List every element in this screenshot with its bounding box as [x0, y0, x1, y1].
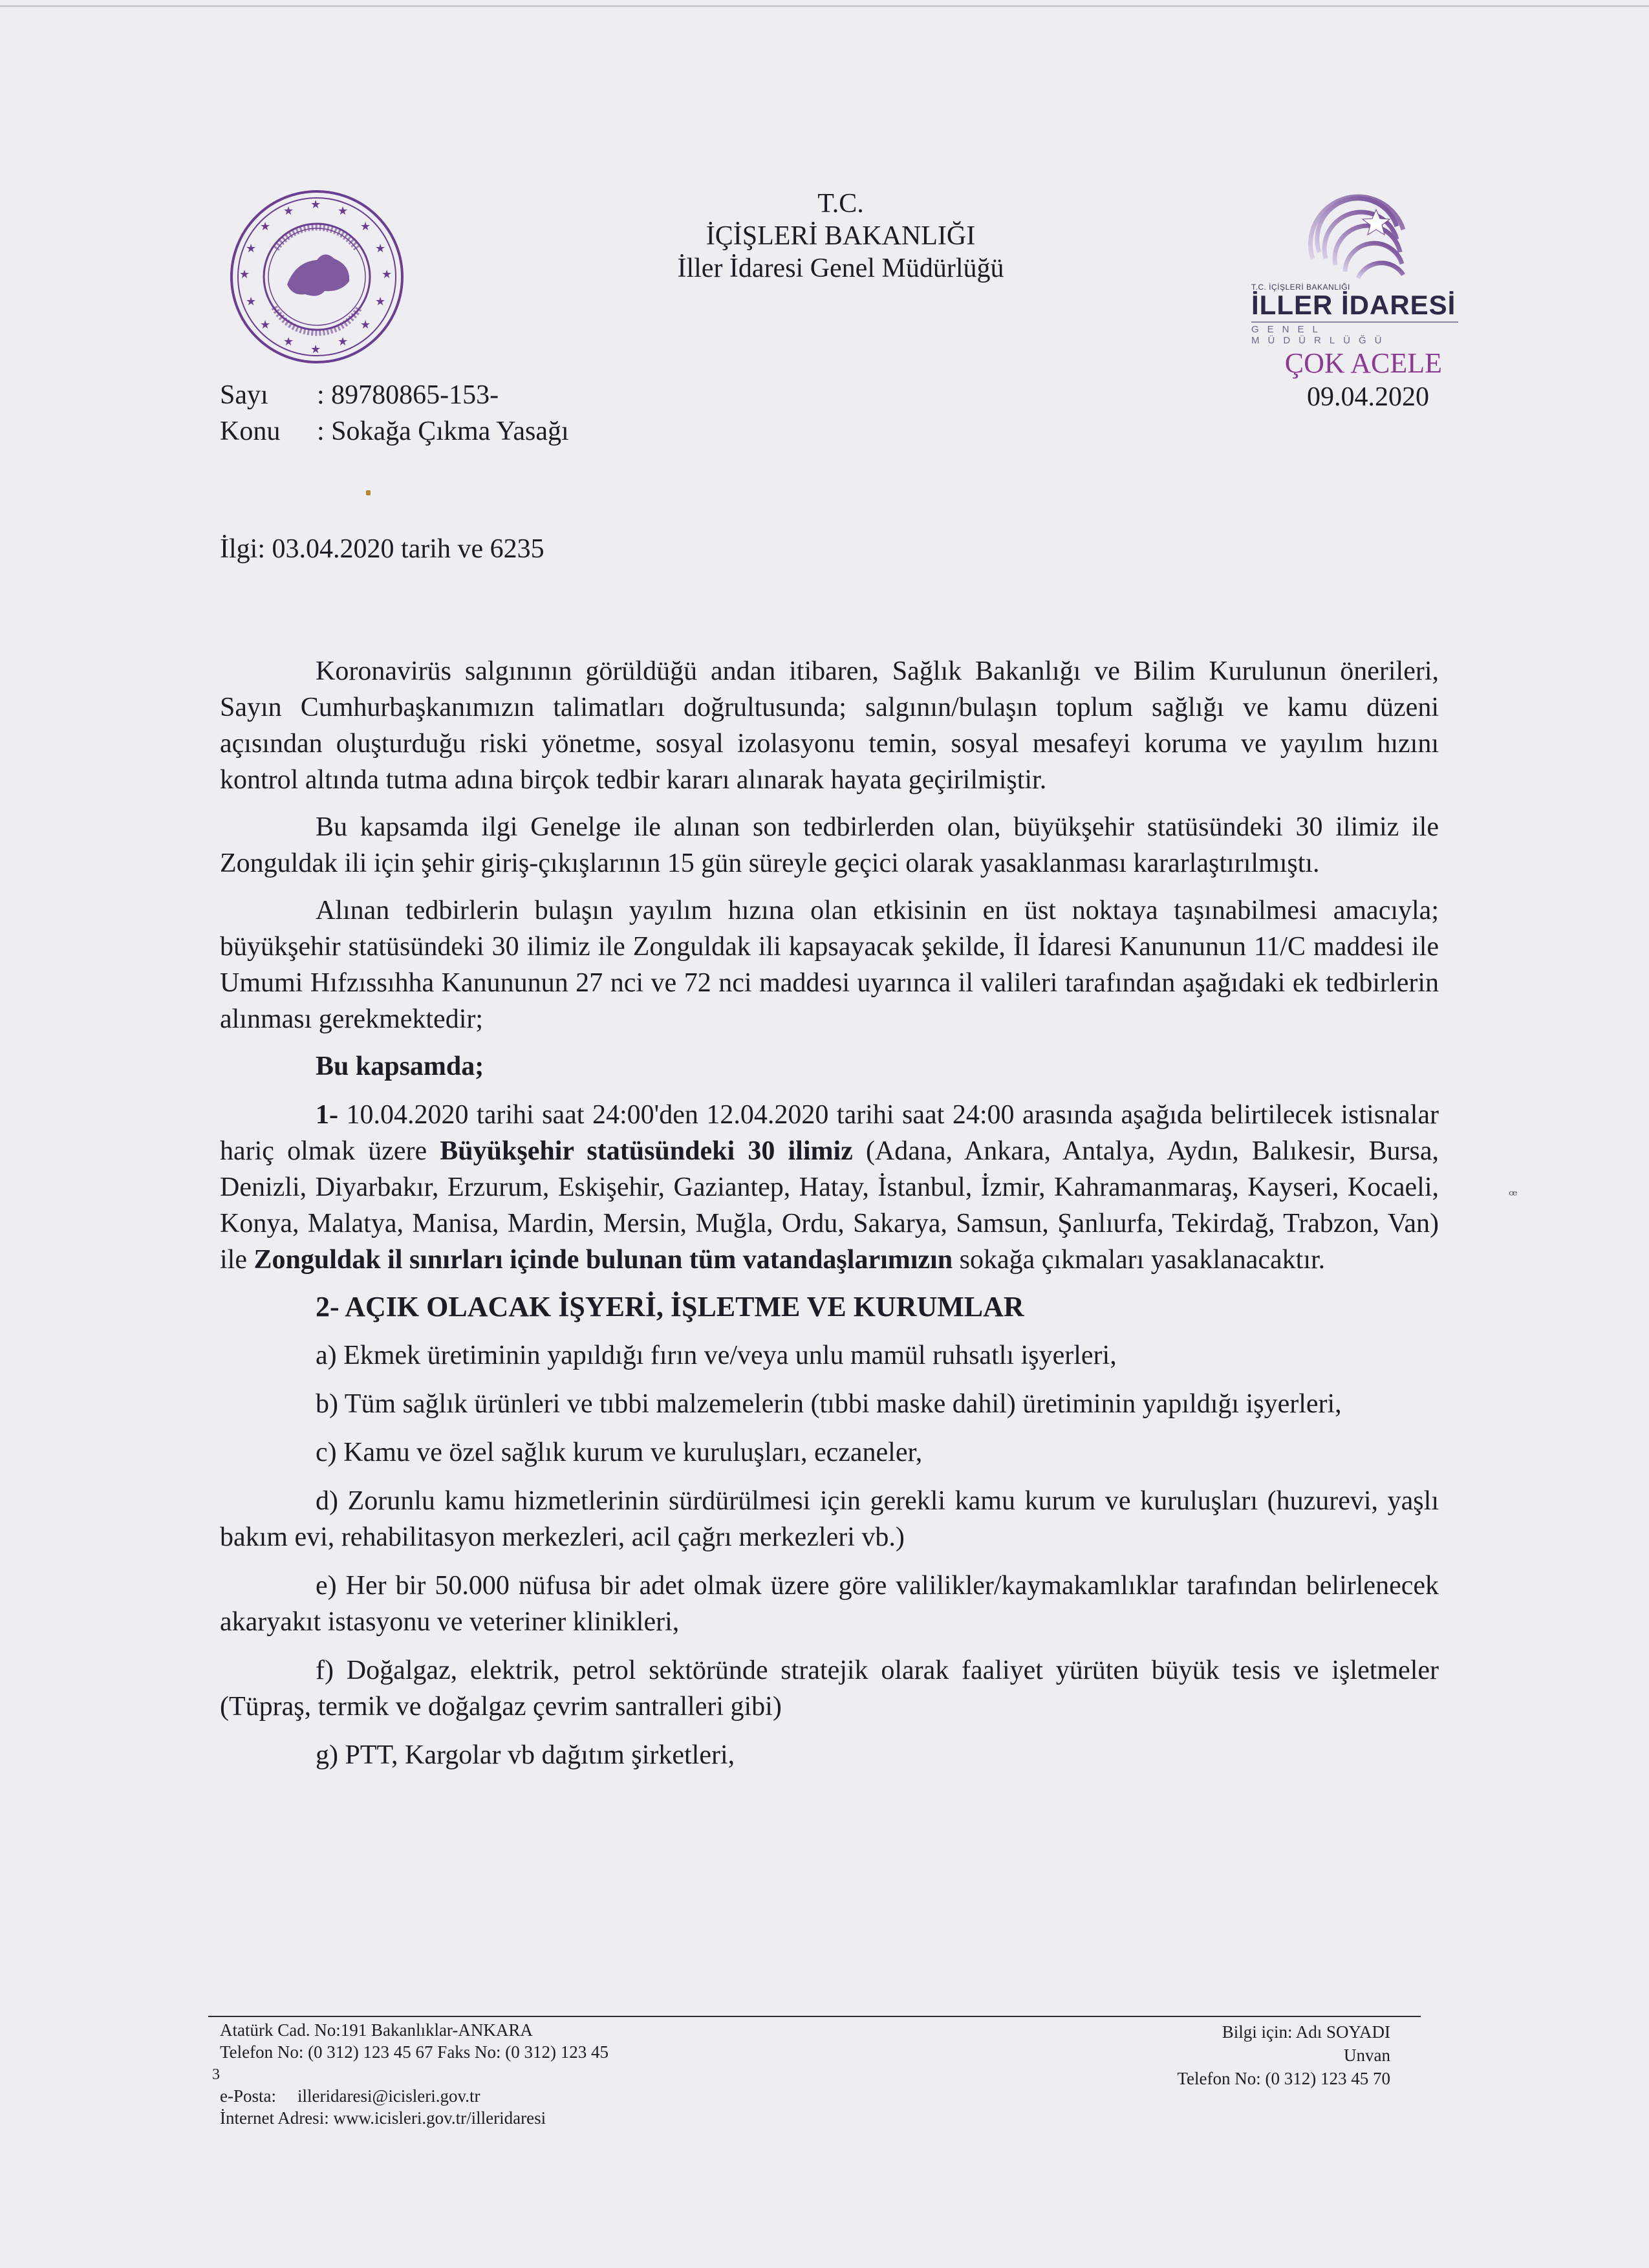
paragraph-2: Bu kapsamda ilgi Genelge ile alınan son tedbirlerden olan, büyükşehir statüsündeki 30 ilimiz ile Zonguldak ili için şehir giriş-çıkışlarının 15 gün süreyle geçici olarak yasaklanması kararlaştırılmıştı. [220, 812, 1439, 878]
footer-address: Atatürk Cad. No:191 Bakanlıklar-ANKARA [220, 2020, 533, 2040]
svg-text:★: ★ [360, 318, 371, 332]
item-1 [220, 1097, 1439, 1278]
footer-email-row [220, 2085, 609, 2107]
reference-number [220, 378, 499, 412]
footer-margin-mark: 3 [212, 2066, 220, 2083]
logo-name-text: İLLER İDARESİ [1251, 290, 1456, 320]
konu-label: Konu [220, 416, 281, 446]
header-ministry: İÇİŞLERİ BAKANLIĞI [706, 221, 976, 251]
ink-dot [366, 490, 371, 495]
footer-contact [220, 2019, 609, 2129]
svg-text:★: ★ [375, 242, 386, 255]
konu-value: : Sokağa Çıkma Yasağı [317, 416, 569, 446]
sayi-label: Sayı [220, 380, 268, 410]
list-item-c: c) Kamu ve özel sağlık kurum ve kuruluşları, eczaneler, [316, 1438, 923, 1467]
footer-web: İnternet Adresi: www.icisleri.gov.tr/illeridaresi [220, 2108, 546, 2128]
heading-open-workplaces: 2- AÇIK OLACAK İŞYERİ, İŞLETME VE KURUMLAR [316, 1291, 1024, 1323]
svg-text:★: ★ [382, 268, 393, 281]
item-1-text-d: Zonguldak il sınırları içinde bulunan tüm vatandaşlarımızın [253, 1245, 953, 1275]
letterhead [566, 188, 1116, 285]
list-item-b: b) Tüm sağlık ürünleri ve tıbbi malzemelerin (tıbbi maske dahil) üretiminin yapıldığı işyerleri, [316, 1389, 1342, 1419]
footer-info [1067, 2020, 1390, 2090]
svg-text:★: ★ [239, 268, 250, 281]
ministry-seal-icon [228, 188, 406, 366]
related-reference: İlgi: 03.04.2020 tarih ve 6235 [220, 534, 544, 564]
footer-phone: Telefon No: (0 312) 123 45 67 Faks No: (0 312) 123 45 [220, 2042, 609, 2062]
footer-divider [208, 2016, 1421, 2017]
svg-text:★: ★ [360, 220, 371, 233]
list-item-e: e) Her bir 50.000 nüfusa bir adet olmak üzere göre valilikler/kaymakamlıklar tarafından belirlenecek akaryakıt istasyonu ve veteriner klinikleri, [220, 1571, 1439, 1637]
svg-text:★: ★ [260, 318, 271, 332]
list-item-f: f) Doğalgaz, elektrik, petrol sektöründe stratejik olarak faaliyet yürüten büyük tesis ve işletmeler (Tüpraş, termik ve doğalgaz çevrim santralleri gibi) [220, 1656, 1439, 1722]
svg-text:★: ★ [375, 295, 386, 308]
item-1-text-b: Büyükşehir statüsündeki 30 ilimiz [440, 1136, 853, 1166]
svg-text:★: ★ [310, 343, 321, 356]
svg-text:★: ★ [338, 335, 349, 349]
logo-mark-icon [1300, 188, 1410, 285]
document-date: 09.04.2020 [1307, 382, 1429, 412]
svg-text:★: ★ [283, 335, 294, 349]
footer-info-phone: Telefon No: (0 312) 123 45 70 [1177, 2069, 1390, 2088]
svg-text:★: ★ [260, 220, 271, 233]
footer-email: illeridaresi@icisleri.gov.tr [297, 2086, 480, 2106]
svg-text:★: ★ [338, 204, 349, 218]
paragraph-1: Koronavirüs salgınının görüldüğü andan itibaren, Sağlık Bakanlığı ve Bilim Kurulunun önerileri, Sayın Cumhurbaşkanımızın talimatları doğrultusunda; salgının/bulaşın toplum sağlığı ve kamu düzeni açısından oluşturduğu riski yönetme, sosyal izolasyonu temin, sosyal mesafeyi koruma ve yayılım hızını kontrol altında tutma adına birçok tedbir kararı alınarak hayata geçirilmiştir. [220, 656, 1439, 795]
list-item-a: a) Ekmek üretiminin yapıldığı fırın ve/veya unlu mamül ruhsatlı işyerleri, [316, 1341, 1117, 1370]
footer-info-name: Bilgi için: Adı SOYADI [1222, 2022, 1390, 2042]
svg-text:★: ★ [246, 242, 257, 255]
list-item-d: d) Zorunlu kamu hizmetlerinin sürdürülmesi için gerekli kamu kurum ve kuruluşları (huzurevi, yaşlı bakım evi, rehabilitasyon merkezleri, acil çağrı merkezleri vb.) [220, 1486, 1439, 1552]
footer-info-title: Unvan [1344, 2046, 1390, 2065]
item-1-text-a: 10.04.2020 tarihi saat 24:00'den 12.04.2020 tarihi saat 24:00 arasında aşağıda belirtilecek istisnalar hariç olmak üzere [220, 1100, 1439, 1166]
document-body [220, 653, 1439, 1786]
sayi-value: : 89780865-153- [317, 380, 499, 410]
urgency-label: ÇOK ACELE [1284, 347, 1442, 379]
subject [220, 415, 569, 448]
header-directorate: İller İdaresi Genel Müdürlüğü [677, 254, 1004, 283]
svg-text:★: ★ [310, 198, 321, 211]
svg-text:★: ★ [283, 204, 294, 218]
heading-bu-kapsamda: Bu kapsamda; [316, 1052, 484, 1081]
item-1-text-c: (Adana, Ankara, Antalya, Aydın, Balıkesir, Bursa, Denizli, Diyarbakır, Erzurum, Eskişehir, Gaziantep, Hatay, İstanbul, İzmir, Kahramanmaraş, Kayseri, Kocaeli, Konya, Malatya, Manisa, Mardin, Mersin, Muğla, Ordu, Sakarya, Samsun, Şanlıurfa, Tekirdağ, Trabzon, Van) ile [220, 1136, 1439, 1275]
scan-edge [0, 5, 1649, 7]
logo-small-text: T.C. İÇİŞLERİ BAKANLIĞI [1251, 283, 1350, 292]
item-1-number: 1- [316, 1100, 338, 1130]
footer-email-label: e-Posta: [220, 2086, 276, 2106]
item-1-text-e: sokağa çıkmaları yasaklanacaktır. [953, 1245, 1326, 1275]
paragraph-3: Alınan tedbirlerin bulaşın yayılım hızına olan etkisinin en üst noktaya taşınabilmesi amacıyla; büyükşehir statüsündeki 30 ilimiz ile Zonguldak ili kapsayacak şekilde, İl İdaresi Kanununun 11/C maddesi ile Umumi Hıfzıssıhha Kanununun 27 nci ve 72 nci maddesi uyarınca il valileri tarafından aşağıdaki ek tedbirlerin alınması gerekmektedir; [220, 896, 1439, 1034]
header-tc: T.C. [817, 189, 864, 219]
margin-mark: ꟹ [1509, 1187, 1518, 1204]
logo-sub-text: GENEL MÜDÜRLÜĞÜ [1251, 321, 1458, 346]
svg-text:★: ★ [246, 295, 257, 308]
list-item-g: g) PTT, Kargolar vb dağıtım şirketleri, [316, 1740, 735, 1770]
iller-idaresi-logo [1251, 188, 1458, 346]
